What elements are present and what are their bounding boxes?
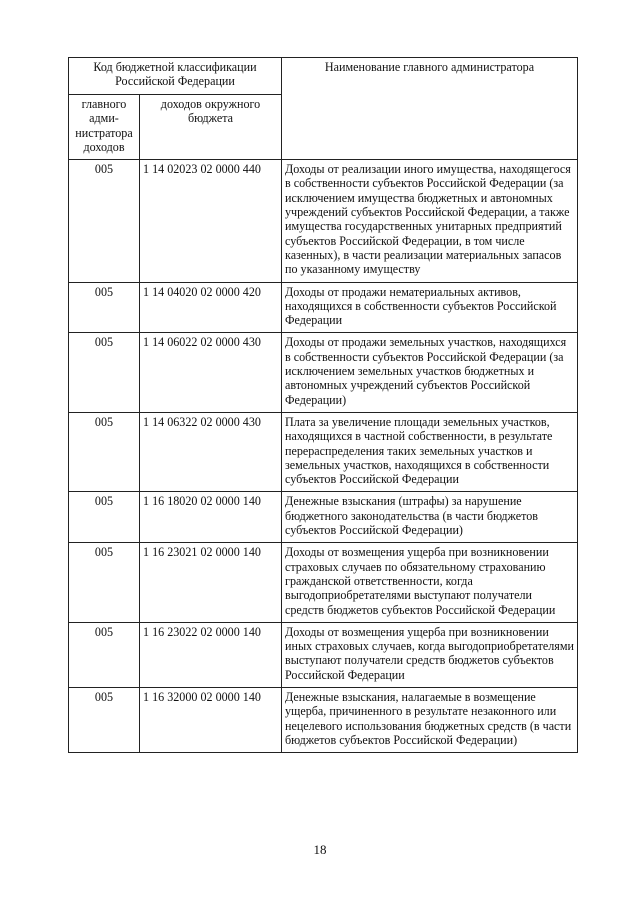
income-code-cell: 1 14 02023 02 0000 440	[140, 160, 282, 282]
income-name-cell: Плата за увеличение площади земельных участков, находящихся в частной собственности, в результате перераспределения таких земельных участков и земельных участков, находящихся в собственности субъектов Российской Федерации	[282, 412, 578, 491]
admin-code-cell: 005	[69, 687, 140, 752]
income-name-cell: Денежные взыскания, налагаемые в возмещение ущерба, причиненного в результате незаконного или нецелевого использования бюджетных средств (в части бюджетов субъектов Российской Федерации)	[282, 687, 578, 752]
income-code-cell: 1 14 06022 02 0000 430	[140, 333, 282, 412]
table-row	[69, 160, 578, 282]
table-row	[69, 687, 578, 752]
income-name-cell: Доходы от реализации иного имущества, находящегося в собственности субъектов Российской Федерации (за исключением имущества бюджетных и автономных учреждений субъектов Российской Федерации, а также имущества государственных унитарных предприятий субъектов Российской Федерации, в том числе казенных), в части реализации материальных запасов по указанному имуществу	[282, 160, 578, 282]
admin-code-cell: 005	[69, 160, 140, 282]
admin-code-cell: 005	[69, 543, 140, 622]
income-name-cell: Доходы от возмещения ущерба при возникновении иных страховых случаев, когда выгодоприобретателями выступают получатели средств бюджетов субъектов Российской Федерации	[282, 622, 578, 687]
page-number: 18	[313, 842, 327, 857]
budget-classification-table	[68, 57, 578, 753]
table-row	[69, 333, 578, 412]
income-code-cell: 1 16 23021 02 0000 140	[140, 543, 282, 622]
income-code-cell: 1 16 18020 02 0000 140	[140, 492, 282, 543]
income-name-cell: Доходы от возмещения ущерба при возникновении страховых случаев по обязательному страхованию гражданской ответственности, когда выгодоприобретателями выступают получатели средств бюджетов субъектов Российской Федерации	[282, 543, 578, 622]
admin-code-cell: 005	[69, 622, 140, 687]
table-row	[69, 543, 578, 622]
admin-code-cell: 005	[69, 282, 140, 333]
income-name-cell: Доходы от продажи земельных участков, находящихся в собственности субъектов Российской Федерации (за исключением земельных участков бюджетных и автономных учреждений субъектов Российской Федерации)	[282, 333, 578, 412]
table-row	[69, 492, 578, 543]
header-classification-code: Код бюджетной классификации Российской Федерации	[69, 58, 282, 95]
income-name-cell: Доходы от продажи нематериальных активов, находящихся в собственности субъектов Российской Федерации	[282, 282, 578, 333]
table-row	[69, 282, 578, 333]
income-code-cell: 1 16 23022 02 0000 140	[140, 622, 282, 687]
income-code-cell: 1 16 32000 02 0000 140	[140, 687, 282, 752]
admin-code-cell: 005	[69, 412, 140, 491]
table-row	[69, 622, 578, 687]
income-code-cell: 1 14 04020 02 0000 420	[140, 282, 282, 333]
income-name-cell: Денежные взыскания (штрафы) за нарушение бюджетного законодательства (в части бюджетов субъектов Российской Федерации)	[282, 492, 578, 543]
table-row	[69, 412, 578, 491]
header-district-income: доходов окружного бюджета	[140, 95, 282, 160]
admin-code-cell: 005	[69, 333, 140, 412]
income-code-cell: 1 14 06322 02 0000 430	[140, 412, 282, 491]
header-administrator-name: Наименование главного администратора	[282, 58, 578, 160]
header-main-administrator: главного адми-нистратора доходов	[69, 95, 140, 160]
header-row-group	[69, 58, 578, 95]
admin-code-cell: 005	[69, 492, 140, 543]
